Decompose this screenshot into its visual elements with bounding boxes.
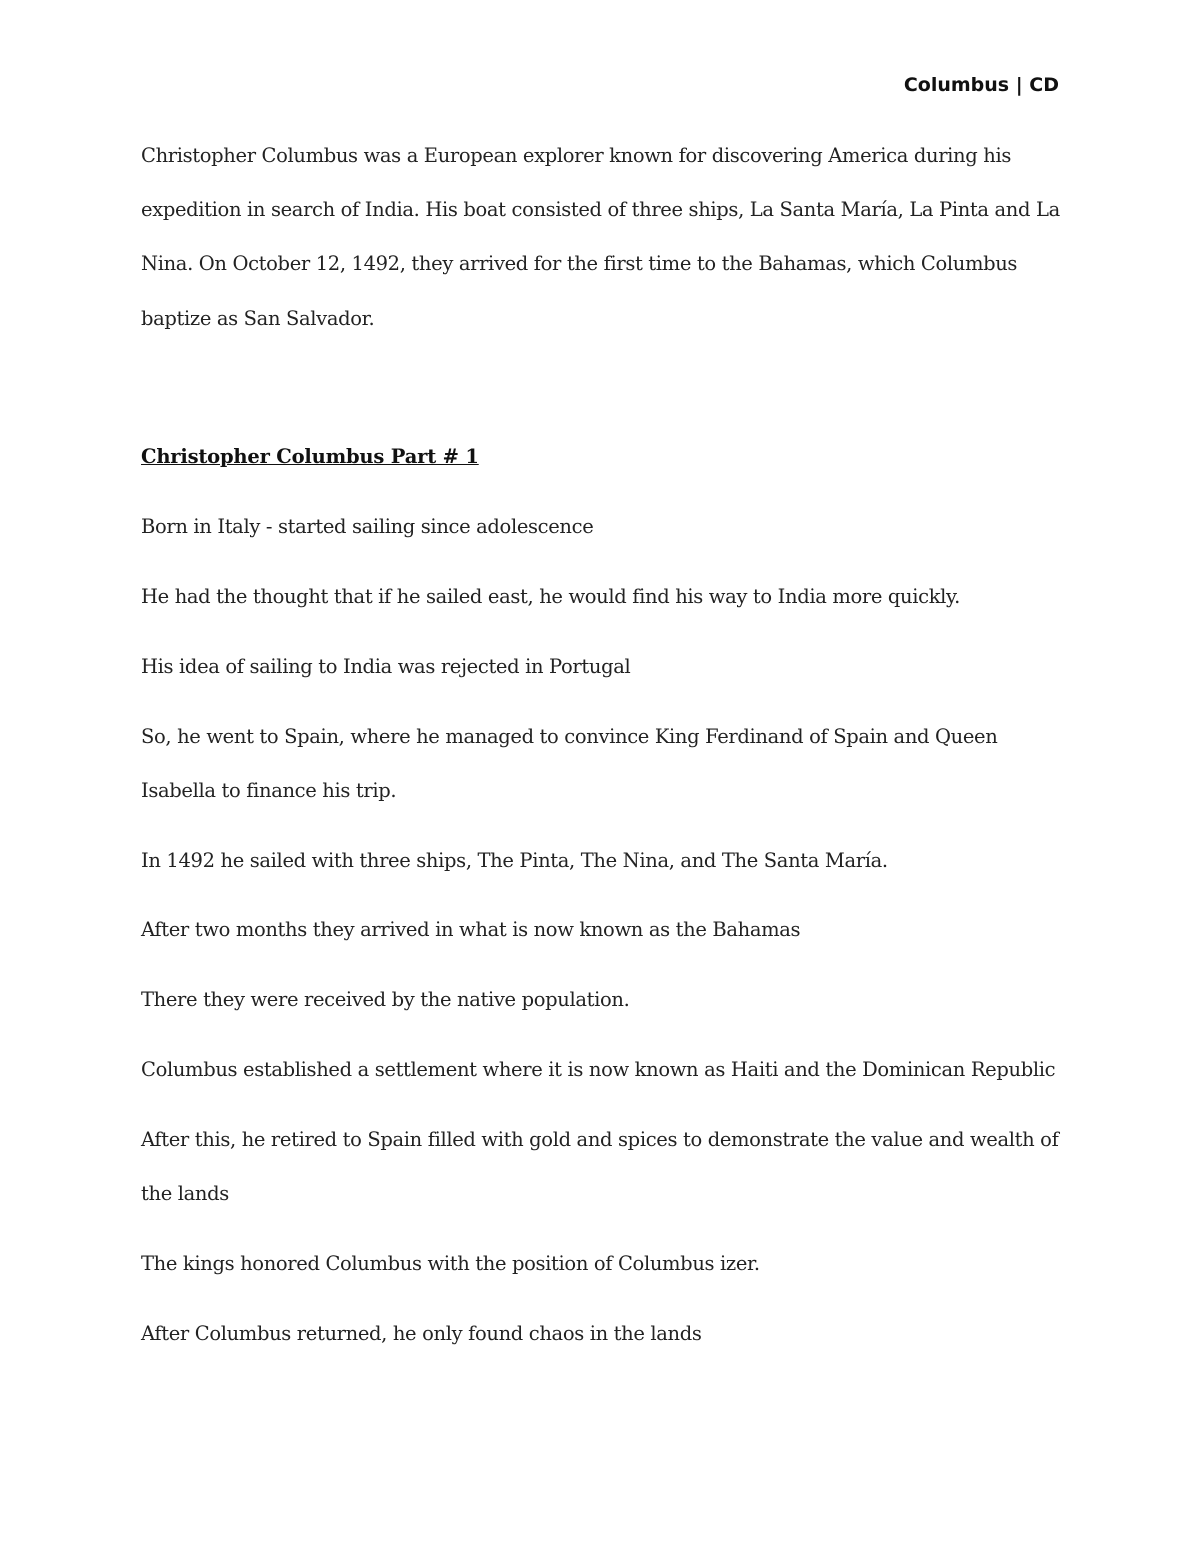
intro-line: Nina. On October 12, 1492, they arrived for the first time to the Bahamas, which Columbus <box>141 252 1018 275</box>
section-line: After this, he retired to Spain filled with gold and spices to demonstrate the value and wealth of <box>141 1128 1059 1151</box>
section-line: After Columbus returned, he only found chaos in the lands <box>141 1322 702 1345</box>
section-line: Born in Italy - started sailing since adolescence <box>141 515 594 538</box>
section-line: He had the thought that if he sailed east, he would find his way to India more quickly. <box>141 585 960 608</box>
intro-line: expedition in search of India. His boat consisted of three ships, La Santa María, La Pinta and La <box>141 198 1060 221</box>
section-line: After two months they arrived in what is now known as the Bahamas <box>141 918 801 941</box>
section-heading: Christopher Columbus Part # 1 <box>141 445 479 468</box>
section-line: There they were received by the native population. <box>141 988 630 1011</box>
section-line: Columbus established a settlement where it is now known as Haiti and the Dominican Republic <box>141 1058 1056 1081</box>
intro-line: Christopher Columbus was a European explorer known for discovering America during his <box>141 144 1011 167</box>
section-line: the lands <box>141 1182 229 1205</box>
section-line: The kings honored Columbus with the position of Columbus izer. <box>141 1252 760 1275</box>
section-line: In 1492 he sailed with three ships, The Pinta, The Nina, and The Santa María. <box>141 849 888 872</box>
section-line: So, he went to Spain, where he managed to convince King Ferdinand of Spain and Queen <box>141 725 998 748</box>
section-line: Isabella to finance his trip. <box>141 779 397 802</box>
intro-line: baptize as San Salvador. <box>141 307 375 330</box>
section-line: His idea of sailing to India was rejected in Portugal <box>141 655 631 678</box>
page-header: Columbus | CD <box>903 74 1059 96</box>
